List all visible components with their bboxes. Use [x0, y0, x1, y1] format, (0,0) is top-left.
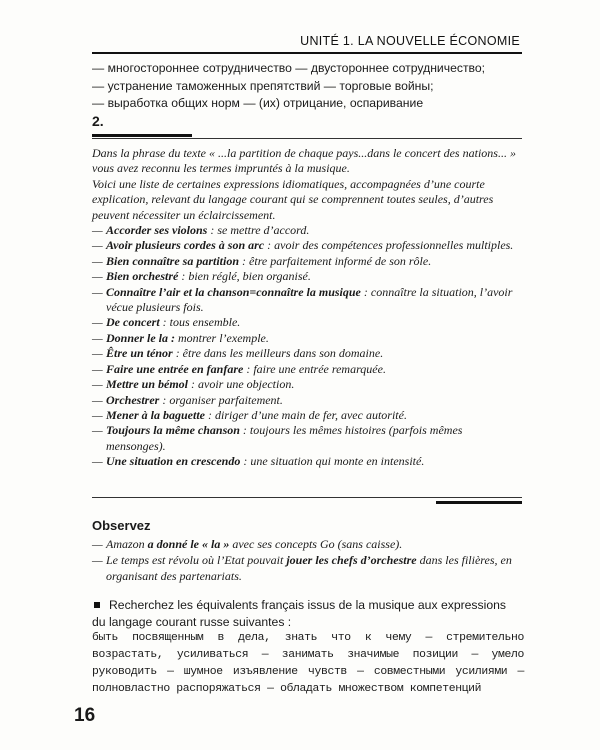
dash: — — [92, 423, 103, 438]
expression-item — [92, 223, 522, 238]
list-item: — выработка общих норм — (их) отрицание, оспаривание — [92, 96, 424, 110]
expression-term: Orchestrer — [106, 392, 160, 407]
expression-item — [92, 238, 522, 253]
expression-body — [106, 393, 522, 408]
expression-definition: : toujours les mêmes histoires (parfois mêmes mensonges). — [106, 423, 463, 453]
dash: — — [92, 454, 103, 469]
expression-item — [92, 393, 522, 408]
observez-body — [106, 536, 522, 552]
expression-body — [106, 269, 522, 284]
expression-term: Bien orchestré — [106, 269, 179, 284]
expression-item — [92, 331, 522, 346]
expression-body — [106, 285, 522, 316]
expression-item — [92, 377, 522, 392]
expression-item — [92, 315, 522, 330]
observez-text: avec ses concepts Go (sans caisse). — [229, 537, 403, 551]
expression-definition: : connaître la situation, l’avoir vécue plusieurs fois. — [106, 284, 513, 315]
dash: — — [92, 330, 103, 345]
dash: — — [92, 269, 103, 284]
expression-definition: montrer l’exemple. — [175, 330, 269, 345]
running-header: UNITÉ 1. LA NOUVELLE ÉCONOMIE — [300, 34, 520, 48]
expression-item — [92, 269, 522, 284]
dash: — — [92, 253, 103, 268]
expression-item — [92, 423, 522, 454]
expressions-list — [92, 223, 522, 470]
intro-paragraph: Voici une liste de certaines expressions idiomatiques, accompagnées d’une courte explication, relevant du langage courant qui se comprennent toutes seules, d’autres peuvent nécessiter un éclaircissement. — [92, 176, 494, 222]
expression-term: Être un ténor — [106, 346, 173, 361]
expression-definition: : se mettre d’accord. — [207, 223, 310, 238]
expression-body — [106, 315, 522, 330]
expression-term: Faire une entrée en fanfare — [106, 361, 244, 376]
observez-highlight: jouer les chefs d’orchestre — [286, 553, 417, 567]
expression-definition: : être parfaitement informé de son rôle. — [239, 253, 432, 268]
expression-definition: : diriger d’une main de fer, avec autorité. — [205, 407, 407, 422]
expression-definition: : être dans les meilleurs dans son domaine. — [172, 346, 384, 361]
expression-body — [106, 238, 522, 253]
observez-line — [92, 536, 522, 552]
expression-item — [92, 285, 522, 316]
expression-term: Mettre un bémol — [106, 377, 189, 392]
expression-term: Mener à la baguette — [106, 407, 205, 422]
expression-term: Avoir plusieurs cordes à son arc — [106, 238, 265, 253]
expression-term: Accorder ses violons — [106, 223, 208, 238]
dash: — — [92, 238, 103, 253]
dash: — — [92, 346, 103, 361]
expression-term: Toujours la même chanson — [106, 423, 240, 438]
dash: — — [92, 361, 103, 376]
expression-body — [106, 423, 522, 454]
observez-body — [106, 552, 522, 584]
dash: — — [92, 407, 103, 422]
observez-text: Le temps est révolu où l’Etat pouvait — [106, 553, 287, 567]
observez-text: Amazon — [106, 537, 148, 551]
observez-list — [92, 536, 522, 584]
dash: — — [92, 315, 103, 330]
expression-term: Bien connaître sa partition — [106, 253, 240, 268]
dash: — — [92, 223, 103, 238]
task-russian-expressions: быть посвященным в дела, знать что к чему — стремительно возрастать, усиливаться — занимать значимые позиции — умело руководить — шумное изъявление чувств — совместными усилиями — полновластно распоряжаться — обладать множеством компетенций — [92, 632, 524, 695]
block-end-rule — [92, 497, 522, 498]
expression-body — [106, 454, 522, 469]
expression-definition: : tous ensemble. — [159, 315, 241, 330]
expression-body — [106, 223, 522, 238]
expression-item — [92, 346, 522, 361]
expression-body — [106, 346, 522, 361]
expression-item — [92, 408, 522, 423]
dash: — — [92, 537, 103, 551]
page-number: 16 — [74, 705, 96, 726]
header-rule — [92, 52, 522, 54]
bullet-square-icon — [94, 602, 100, 608]
dash: — — [92, 377, 103, 392]
observez-highlight: a donné le « la » — [147, 537, 230, 551]
dash: — — [92, 553, 103, 567]
expression-term: Une situation en crescendo — [106, 454, 241, 469]
exercise-number: 2. — [92, 113, 104, 129]
expression-item — [92, 454, 522, 469]
section-rule-long — [92, 138, 522, 139]
expression-item — [92, 254, 522, 269]
section-rule-short — [92, 134, 192, 137]
list-item: — устранение таможенных препятствий — торговые войны; — [92, 78, 434, 93]
list-item: — многостороннее сотрудничество — двустороннее сотрудничество; — [92, 61, 486, 75]
expression-body — [106, 362, 522, 377]
expression-definition: : organiser parfaitement. — [159, 392, 283, 407]
expression-definition: : avoir des compétences professionnelles multiples. — [264, 238, 514, 253]
task-instruction: Recherchez les équivalents français issus de la musique aux expressions du langage courant russe suivantes : — [92, 598, 506, 629]
expression-body — [106, 377, 522, 392]
observez-text: dans les filières, en organisant des partenariats. — [106, 553, 512, 583]
expression-definition: : une situation qui monte en intensité. — [240, 454, 425, 469]
dash: — — [92, 392, 103, 407]
expression-definition: : avoir une objection. — [188, 377, 295, 392]
expression-body — [106, 331, 522, 346]
expression-term: De concert — [106, 315, 160, 330]
expression-body — [106, 408, 522, 423]
expression-body — [106, 254, 522, 269]
intro-paragraph: Dans la phrase du texte « ...la partition de chaque pays...dans le concert des nations... » vous avez reconnu les termes impruntés à la musique. — [92, 146, 516, 176]
expression-item — [92, 362, 522, 377]
russian-list — [92, 60, 522, 113]
dash: — — [92, 284, 103, 299]
expression-term: Donner le la : — [106, 330, 175, 345]
expression-term: Connaître l’air et la chanson=connaître la musique — [106, 284, 361, 299]
observez-title: Observez — [92, 518, 151, 533]
expression-definition: : bien réglé, bien organisé. — [178, 269, 311, 284]
exercise-block — [92, 146, 522, 470]
block-end-rule-short — [436, 501, 522, 504]
expression-definition: : faire une entrée remarquée. — [243, 361, 386, 376]
observez-line — [92, 552, 522, 584]
